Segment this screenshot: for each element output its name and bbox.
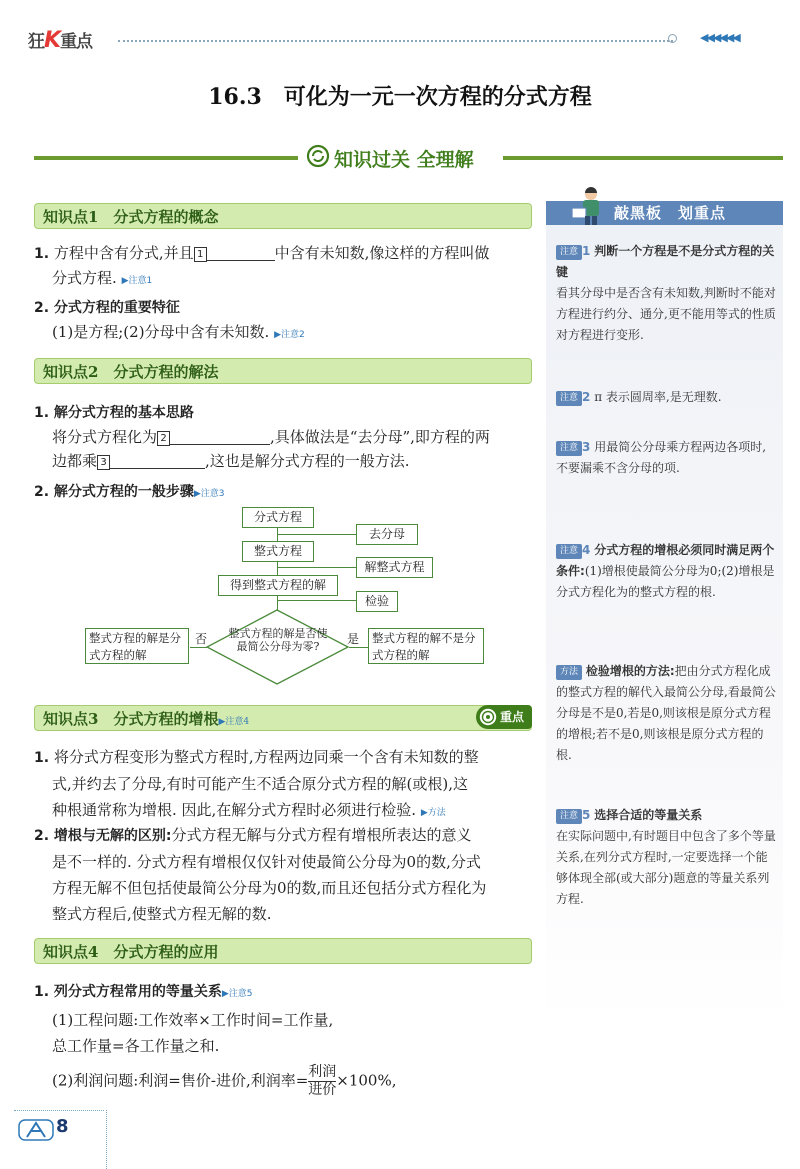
kp4-item1: 1. 列分式方程常用的等量关系▶注意5 (1)工程问题:工作效率×工作时间=工作量, 总工作量=各工作量之和.: [34, 984, 334, 1055]
sidebar-header: 敲黑板 划重点: [546, 201, 783, 225]
footer-vertical-divider: [106, 1110, 108, 1169]
kp1-item1: 1. 方程中含有分式,并且 1 中含有未知数,像这样的方程叫做 分式方程. ▶注意1: [34, 244, 490, 287]
page-number: 8: [56, 1116, 69, 1137]
note1-link[interactable]: ▶注意1: [121, 276, 153, 286]
note-tag: 注意: [556, 391, 582, 406]
flow-result-valid: 整式方程的解是分式方程的解: [85, 628, 189, 664]
sidebar-method: 方法 检验增根的方法:把由分式方程化成的整式方程的解代入最简公分母,看最简公分母是不是0,若是0,则该根是原分式方程的增根;若不是0,则该根是原分式方程的根.: [556, 664, 776, 762]
flow-decision-text: 整式方程的解是否使最简公分母为零?: [228, 627, 328, 653]
note5-link[interactable]: ▶注意5: [221, 989, 253, 999]
note-tag: 注意: [556, 809, 582, 824]
header-divider: [118, 40, 673, 42]
kp4-profit-line: (2)利润问题:利润=售价-进价,利润率= 利润 进价 ×100%,: [52, 1064, 397, 1098]
profit-fraction: 利润 进价: [308, 1064, 337, 1098]
flow-node-integral-equation: 整式方程: [242, 541, 314, 562]
flow-step-clear-denominator: 去分母: [356, 524, 418, 545]
header-arrows-icon: ◀◀◀◀◀◀: [700, 31, 739, 44]
note-tag: 注意: [556, 245, 582, 260]
kp2-item1: 1. 解分式方程的基本思路 将分式方程化为 2 ,具体做法是“去分母”,即方程的两 边都乘 3 ,这也是解分式方程的一般方法.: [34, 405, 490, 470]
flow-connector: [190, 647, 207, 648]
sidebar-note2: 注意 2 π 表示圆周率,是无理数.: [556, 387, 778, 408]
sidebar-note5: 注意 5 选择合适的等量关系 在实际问题中,有时题目中包含了多个等量关系,在列分式方程时,一定要选择一个能够体现全部(或大部分)题意的等量关系列方程.: [556, 808, 776, 906]
flow-result-invalid: 整式方程的解不是分式方程的解: [368, 628, 484, 664]
section-line-left: [34, 156, 298, 160]
sidebar-note3: 注意 3 用最简公分母乘方程两边各项时,不要漏乘不含分母的项.: [556, 440, 767, 475]
section-line-right: [503, 156, 783, 160]
kp1-bar: 知识点1 分式方程的概念: [34, 203, 532, 229]
flow-step-solve: 解整式方程: [356, 557, 433, 578]
note3-link[interactable]: ▶注意3: [193, 489, 225, 499]
page-title: 16.3 可化为一元一次方程的分式方程: [208, 84, 592, 110]
brand-logo: 狂K重点: [28, 28, 93, 53]
flow-node-fractional-equation: 分式方程: [242, 507, 314, 528]
kp3-item2: 2. 增根与无解的区别:分式方程无解与分式方程有增根所表达的意义 是不一样的. 分式方程有增根仅仅针对使最简公分母为0的数,分式 方程无解不但包括使最简公分母为0的数,而且还包括分式方程化为 整式方程后,使整式方程无解的数.: [34, 826, 487, 923]
note2-link[interactable]: ▶注意2: [274, 330, 305, 340]
key-point-badge: 重点: [476, 705, 532, 729]
kp1-item2: 2. 分式方程的重要特征 (1)是方程;(2)分母中含有未知数. ▶注意2: [34, 300, 305, 341]
kp3-item1: 1. 将分式方程变形为整式方程时,方程两边同乘一个含有未知数的整 式,并约去了分母,有时可能产生不适合原分式方程的解(或根),这 种根通常称为增根. 因此,在解分式方程时必须进行检验. ▶方法: [34, 748, 479, 819]
sidebar-note1: 注意 1 判断一个方程是不是分式方程的关键 看其分母中是否含有未知数,判断时不能对方程进行约分、通分,更不能用等式的性质对方程进行变形.: [556, 244, 776, 342]
method-tag: 方法: [556, 665, 582, 680]
kp2-bar: 知识点2 分式方程的解法: [34, 358, 532, 384]
section-title: 知识过关 全理解: [334, 149, 474, 171]
kp4-bar: 知识点4 分式方程的应用: [34, 938, 532, 964]
target-icon: [478, 707, 498, 727]
sidebar-note4: 注意 4 分式方程的增根必须同时满足两个条件:(1)增根使最简公分母为0;(2)增根是分式方程化为的整式方程的根.: [556, 543, 775, 599]
method-link[interactable]: ▶方法: [420, 808, 446, 818]
kp2-item2: 2. 解分式方程的一般步骤▶注意3: [34, 484, 225, 500]
flow-connector: [277, 534, 357, 535]
note4-link[interactable]: ▶注意4: [218, 717, 250, 727]
teacher-icon: [568, 186, 614, 226]
flow-connector: [277, 600, 357, 601]
footer-divider: [14, 1110, 104, 1112]
header-circle-icon: [668, 34, 677, 43]
refresh-icon: [306, 144, 330, 168]
flow-no-label: 否: [195, 632, 208, 646]
note-tag: 注意: [556, 441, 582, 456]
footer-logo-icon: [18, 1118, 54, 1142]
flow-connector: [349, 647, 368, 648]
flow-connector: [277, 567, 357, 568]
flow-yes-label: 是: [347, 632, 360, 646]
kp3-bar: 知识点3 分式方程的增根▶注意4: [34, 705, 532, 731]
note-tag: 注意: [556, 544, 582, 559]
flow-step-check: 检验: [356, 591, 398, 612]
flow-node-solution: 得到整式方程的解: [218, 575, 338, 596]
